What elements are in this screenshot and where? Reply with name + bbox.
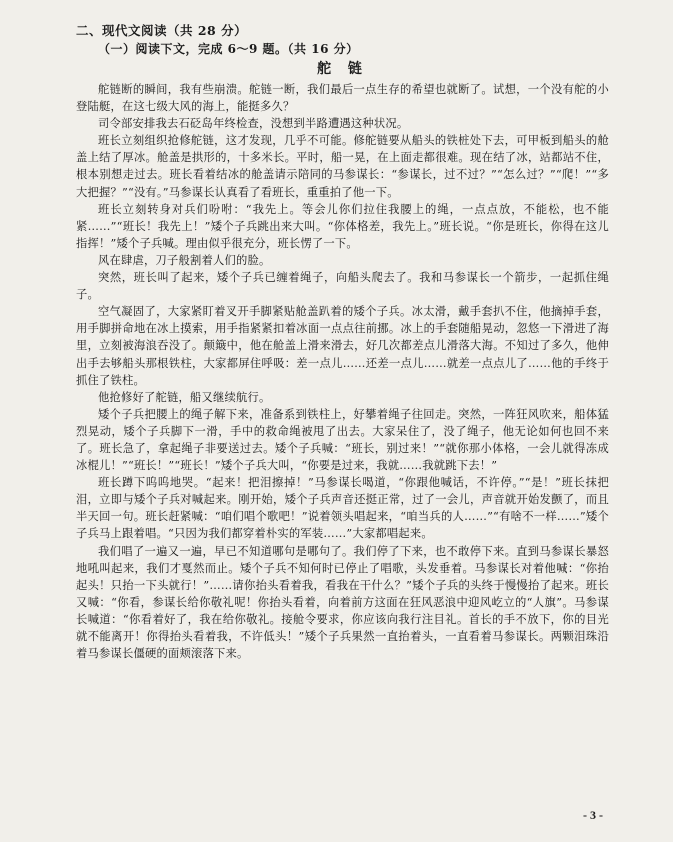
paragraph: 班长立刻组织抢修舵链，这才发现，几乎不可能。修舵链要从船头的铁桩处下去，可甲板到船头的舱盖上结了厚冰。舱盖是拱形的，十多米长。平时，船一晃，在上面走都很难。现在结了冰，站都站不住，根本别想走过去。班长看着结冰的舱盖请示陪同的马参谋长：“参谋长，过不过？”“怎么过？”“爬！”“多大把握？”“没有。”马参谋长认真看了看班长，重重拍了他一下。 [76, 134, 609, 199]
page-number: - 3 - [583, 808, 603, 822]
paragraph: 我们唱了一遍又一遍，早已不知道哪句是哪句了。我们停了下来，也不敢停下来。直到马参谋长暴怒地吼叫起来，我们才戛然而止。矮个子兵不知何时已停止了唱歌，头发垂着。马参谋长对着他喊：“你抬起头！只抬一下头就行！”……请你抬头看着我，看我在干什么？”矮个子兵的头终于慢慢抬了起来。班长又喊：“你看，参谋长给你敬礼呢！你抬头看着，向着前方这面在狂风恶浪中迎风屹立的“人旗”。马参谋长喊道：“你看着好了，我在给你敬礼。接舱令要求，你应该向我行注目礼。首长的手不放下，你的目光就不能离开！你得抬头看着我，不许低头！”矮个子兵果然一直抬着头，一直看着马参谋长。两颗泪珠沿着马参谋长僵硬的面颊滚落下来。 [76, 544, 609, 661]
paragraph: 突然，班长叫了起来，矮个子兵已缠着绳子，向船头爬去了。我和马参谋长一个箭步，一起抓住绳子。 [76, 271, 609, 302]
paragraph: 矮个子兵把腰上的绳子解下来，准备系到铁柱上，好攀着绳子往回走。突然，一阵狂风吹来，船体猛烈晃动，矮个子兵脚下一滑，手中的救命绳被甩了出去。大家呆住了，没了绳子，他无论如何也回不来了。班长急了，拿起绳子非要送过去。矮个子兵喊：“班长，别过来！”“就你那小体格，一会儿就得冻成冰棍儿！”“班长！”“班长！”矮个子兵大叫，“你要是过来，我就……我就跳下去！” [76, 407, 609, 473]
paragraph: 他抢修好了舵链，船又继续航行。 [98, 390, 271, 404]
paragraph: 班长蹲下呜呜地哭。“起来！把泪擦掉！”马参谋长喝道，“你跟他喊话，不许停。”“是！”班长抹把泪，立即与矮个子兵对喊起来。刚开始，矮个子兵声音还挺正常，过了一会儿，声音就开始发颤了，而且半天回一句。班长赶紧喊：“咱们唱个歌吧！”说着领头唱起来，“咱当兵的人……”“有啥不一样……”矮个子兵马上跟着唱。“只因为我们都穿着朴实的军装……”大家都唱起来。 [76, 476, 609, 541]
section-title: 二、现代文阅读（共 28 分） [76, 23, 248, 38]
paragraph: 司令部安排我去石砭岛年终检查，没想到半路遭遇这种状况。 [98, 117, 409, 131]
paragraph: 空气凝固了，大家紧盯着叉开手脚紧贴舱盖趴着的矮个子兵。冰太滑，戴手套扒不住，他摘掉手套，用手脚拼命地在冰上摸索，用手指紧紧扣着冰面一点点往前挪。冰上的手套随船晃动，忽悠一下滑进了海里，立刻被海浪吞没了。颠簸中，他在舱盖上滑来滑去，好几次都差点儿滑落大海。不知过了多久，他伸出手去够船头那根铁柱，大家都屏住呼吸：差一点儿……还差一点儿……就差一点点儿了……他的手终于抓住了铁柱。 [76, 305, 609, 387]
paragraph: 风在肆虐，刀子般割着人们的脸。 [98, 253, 271, 267]
article-title: 舵 链 [317, 61, 368, 77]
paragraph: 班长立刻转身对兵们吩咐：“我先上。等会儿你们拉住我腰上的绳，一点点放，不能松，也不能紧……”“班长！我先上！”矮个子兵跳出来大叫。“你体格差，我先上。”班长说。“你是班长，你得在这儿指挥！”矮个子兵喊。理由似乎很充分，班长愣了一下。 [76, 202, 609, 250]
paragraph: 舵链断的瞬间，我有些崩溃。舵链一断，我们最后一点生存的希望也就断了。试想，一个没有舵的小登陆艇，在这七级大风的海上，能挺多久？ [76, 83, 609, 114]
subsection-title: （一）阅读下文，完成 6～9 题。（共 16 分） [98, 42, 359, 56]
